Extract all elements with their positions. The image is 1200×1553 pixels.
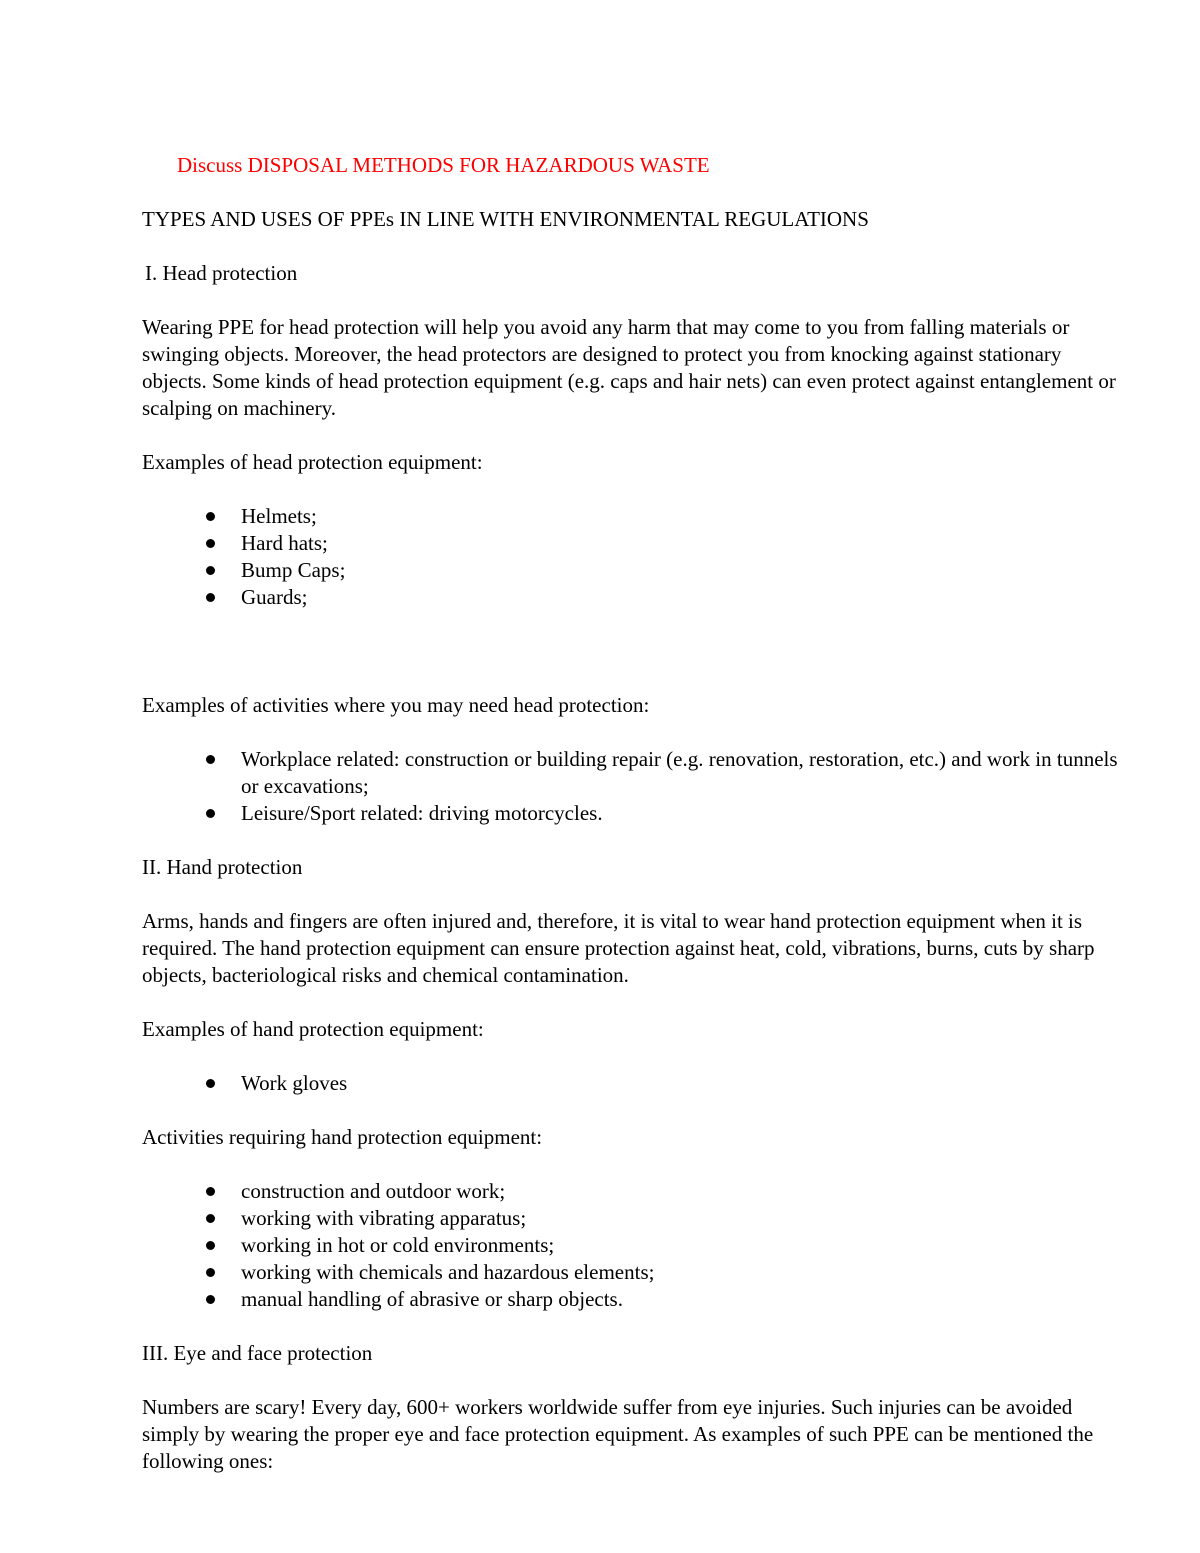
- paragraph-head: Wearing PPE for head protection will help you avoid any harm that may come to you from falling materials or swinging objects. Moreover, the head protectors are designed to protect you from knocking against stationary objects. Some kinds of head protection equipment (e.g. caps and hair nets) can even protect against entanglement or scalping on machinery.: [142, 315, 1116, 420]
- head-activities-intro: Examples of activities where you may need head protection:: [142, 693, 650, 717]
- hand-equipment-list: [142, 1070, 1120, 1097]
- list-item: construction and outdoor work;: [142, 1178, 1120, 1205]
- head-activities-list: [142, 746, 1120, 827]
- bullet-icon: [206, 1241, 215, 1250]
- bullet-icon: [206, 539, 215, 548]
- bullet-icon: [206, 1295, 215, 1304]
- list-item: Helmets;: [142, 503, 1120, 530]
- hand-equipment-intro: Examples of hand protection equipment:: [142, 1017, 484, 1041]
- list-item: manual handling of abrasive or sharp objects.: [142, 1286, 1120, 1313]
- bullet-icon: [206, 1214, 215, 1223]
- blank-space: [142, 638, 1120, 692]
- paragraph-eye: Numbers are scary! Every day, 600+ workers worldwide suffer from eye injuries. Such injuries can be avoided simply by wearing the proper eye and face protection equipment. As examples of such PPE can be mentioned the following ones:: [142, 1395, 1094, 1473]
- head-equipment-intro: Examples of head protection equipment:: [142, 450, 483, 474]
- list-item: Bump Caps;: [142, 557, 1120, 584]
- section-title-head: I. Head protection: [145, 261, 298, 285]
- section-title-hand: II. Hand protection: [142, 855, 303, 879]
- document-title: Discuss DISPOSAL METHODS FOR HAZARDOUS WASTE: [177, 153, 710, 177]
- bullet-icon: [206, 1268, 215, 1277]
- hand-activities-list: [142, 1178, 1120, 1313]
- bullet-icon: [206, 512, 215, 521]
- section-title-eye: III. Eye and face protection: [142, 1341, 373, 1365]
- bullet-icon: [206, 593, 215, 602]
- bullet-icon: [206, 755, 215, 764]
- list-item: Guards;: [142, 584, 1120, 611]
- bullet-icon: [206, 566, 215, 575]
- hand-activities-intro: Activities requiring hand protection equipment:: [142, 1125, 543, 1149]
- list-item: working with vibrating apparatus;: [142, 1205, 1120, 1232]
- document-heading: TYPES AND USES OF PPEs IN LINE WITH ENVIRONMENTAL REGULATIONS: [142, 207, 869, 231]
- list-item: Leisure/Sport related: driving motorcycles.: [142, 800, 1120, 827]
- list-item: working with chemicals and hazardous elements;: [142, 1259, 1120, 1286]
- head-equipment-list: [142, 503, 1120, 611]
- list-item: working in hot or cold environments;: [142, 1232, 1120, 1259]
- bullet-icon: [206, 809, 215, 818]
- bullet-icon: [206, 1187, 215, 1196]
- paragraph-hand: Arms, hands and fingers are often injured and, therefore, it is vital to wear hand protection equipment when it is required. The hand protection equipment can ensure protection against heat, cold, vibrations, burns, cuts by sharp objects, bacteriological risks and chemical contamination.: [142, 909, 1095, 987]
- list-item: Hard hats;: [142, 530, 1120, 557]
- list-item: Work gloves: [142, 1070, 1120, 1097]
- bullet-icon: [206, 1079, 215, 1088]
- list-item: Workplace related: construction or building repair (e.g. renovation, restoration, etc.) and work in tunnels or excavations;: [142, 746, 1120, 800]
